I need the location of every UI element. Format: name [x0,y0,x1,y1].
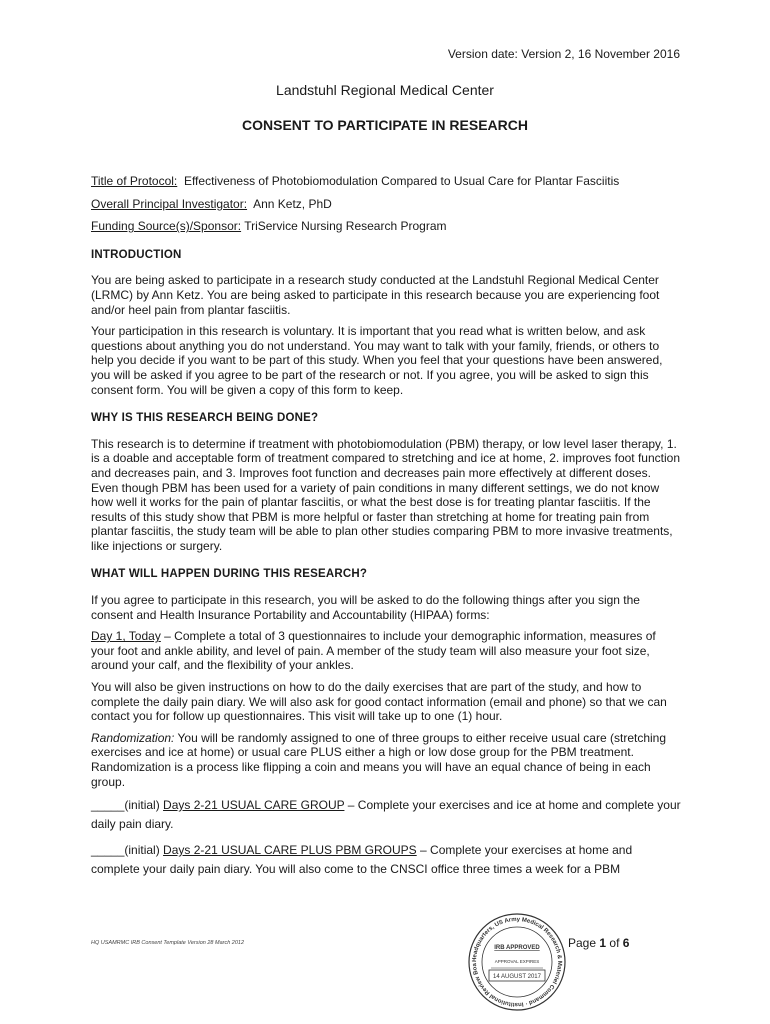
stamp-line-expires: APPROVAL EXPIRES [494,959,540,964]
pbm-text: – Complete your exercises at home and complete your daily pain diary. You will also come to the CNSCI office three times a week for a PBM [91,843,633,877]
pi-value: Ann Ketz, PhD [253,196,332,211]
stamp-line-approved: IRB APPROVED [494,945,540,951]
intro-heading: INTRODUCTION [91,248,182,261]
instructions-paragraph: You will also be given instructions on how to do the daily exercises that are part of the study, and how to complete the daily pain diary. We will also ask for good contact information (email and phone) so that we can contact you for follow up questionnaires. This visit will take up to one (1) hour. [91,680,667,724]
page-total: 6 [622,936,630,950]
initial-blank: _____(initial) [91,798,164,813]
document-body [91,174,681,886]
pi-label: Overall Principal Investigator: [91,196,248,211]
funding-line [91,219,681,234]
pi-line [91,197,681,212]
usual-care-text: – Complete your exercises and ice at home and complete your daily pain diary. [91,798,681,832]
stamp-ring-text: Headquarters, US Army Medical Research & Materiel Command · Institutional Review Boa [471,916,563,1008]
pbm-label: Days 2-21 USUAL CARE PLUS PBM GROUPS [163,843,417,858]
day1-text: – Complete a total of 3 questionnaires to include your demographic information, measures of your foot and ankle ability, and level of pain. A member of the study team will also measure your foot size, around your calf, and the flexibility of your ankles. [91,629,656,673]
protocol-title-value: Effectiveness of Photobiomodulation Compared to Usual Care for Plantar Fasciitis [183,174,620,188]
usual-care-label: Days 2-21 USUAL CARE GROUP [163,798,345,813]
why-paragraph: This research is to determine if treatment with photobiomodulation (PBM) therapy, or low level laser therapy, 1. is a doable and acceptable form of treatment compared to stretching and ice at home, 2. improves foot function and decreases pain, and 3. Improves foot function and decreases pain more effectively at different doses. Even though PBM has been used for a variety of pain conditions in many different settings, we do not know how well it works for the pain of plantar fasciitis, or what the best dose is for treating plantar fasciitis. If the results of this study show that PBM is more helpful or faster than stretching at home for treating pain from plantar fasciitis, the study team will be able to plan other studies comparing PBM to more invasive treatments, like injections or surgery. [91,436,680,553]
intro-paragraph-2: Your participation in this research is voluntary. It is important that you read what is written below, and ask questions about anything you do not understand. You may want to talk with your family, friends, or others to help you decide if you want to be part of this study. When you feel that your questions have been answered, you will be asked if you agree to be part of the research or not. If you agree, you will be asked to sign this consent form. You will be given a copy of this form to keep. [91,324,663,397]
what-heading: WHAT WILL HAPPEN DURING THIS RESEARCH? [91,568,368,581]
stamp-line-date: 14 AUGUST 2017 [493,974,541,980]
initial-blank: _____(initial) [91,843,164,858]
page-number [568,936,629,950]
medical-center-name: Landstuhl Regional Medical Center [276,82,494,98]
version-date: Version date: Version 2, 16 November 2016 [447,47,680,61]
usual-care-paragraph [91,796,681,834]
template-version: HQ USAMRMC IRB Consent Template Version 28 March 2012 [91,940,245,946]
day1-paragraph [91,629,681,673]
randomization-text: You will be randomly assigned to one of three groups to either receive usual care (stretching exercises and ice at home) or usual care PLUS either a high or low dose group for the PBM treatment. Randomization is a process like flipping a coin and means you will have an equal chance of being in each group. [91,730,667,789]
protocol-title-line [91,174,681,189]
pbm-paragraph [91,841,681,879]
randomization-label: Randomization: [91,730,175,745]
of-word: of [609,936,620,950]
funding-label: Funding Source(s)/Sponsor: [91,219,242,234]
irb-approval-stamp-icon [467,912,567,1012]
funding-value: TriService Nursing Research Program [244,219,447,234]
protocol-title-label: Title of Protocol: [91,174,178,188]
what-intro-paragraph: If you agree to participate in this research, you will be asked to do the following things after you sign the consent and Health Insurance Portability and Accountability (HIPAA) forms: [91,593,640,622]
randomization-paragraph [91,731,681,789]
page-word: Page [568,936,597,950]
page-current: 1 [599,936,607,950]
day1-label: Day 1, Today [91,629,161,644]
intro-paragraph-1: You are being asked to participate in a research study conducted at the Landstuhl Regional Medical Center (LRMC) by Ann Ketz. You are being asked to participate in this research because you are experiencing foot and/or heel pain from plantar fasciitis. [91,273,660,317]
document-title: CONSENT TO PARTICIPATE IN RESEARCH [242,117,528,133]
why-heading: WHY IS THIS RESEARCH BEING DONE? [91,412,319,425]
